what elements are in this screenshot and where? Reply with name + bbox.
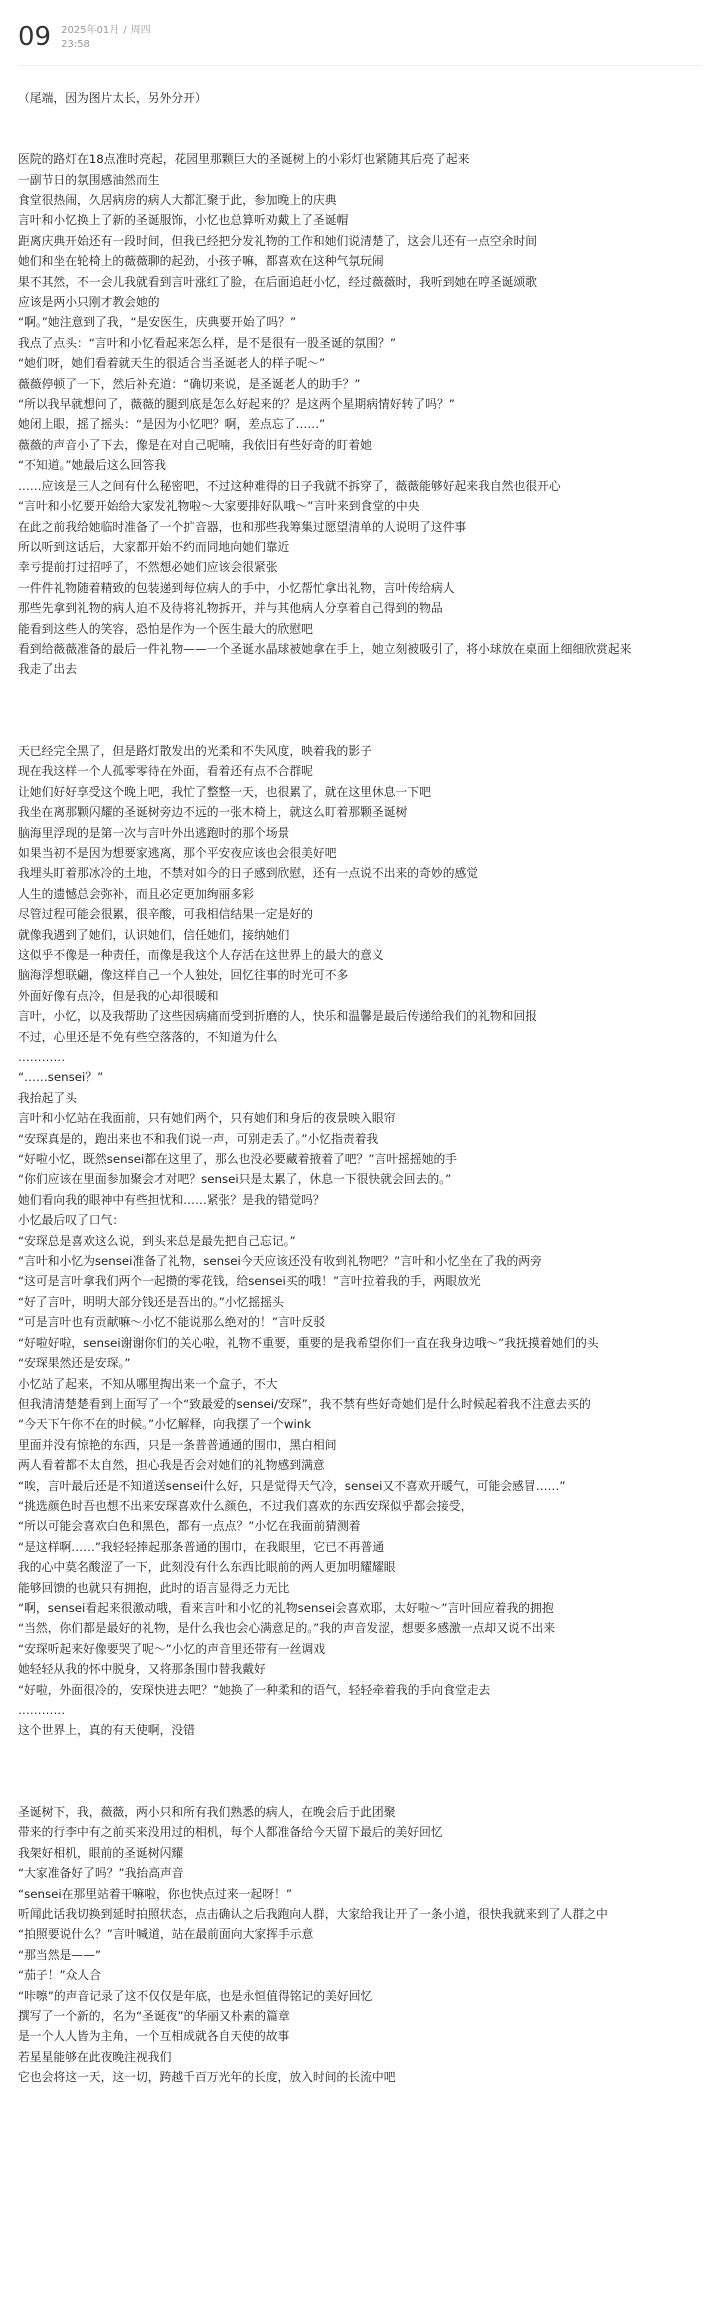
text-line: 她轻轻从我的怀中脱身，又将那条围巾替我戴好 [18,1662,266,1677]
entry-time: 23:58 [61,39,90,50]
text-line: 现在我这样一个人孤零零待在外面，看着还有点不合群呢 [18,764,313,779]
text-line: “啊，sensei看起来很激动哦，看来言叶和小忆的礼物sensei会喜欢耶，太好啦～”言叶回应着我的拥抱 [18,1600,554,1615]
text-line: 让她们好好享受这个晚上吧，我忙了整整一天，也很累了，就在这里休息一下吧 [18,784,431,799]
text-line: 撰写了一个新的，名为“圣诞夜”的华丽又朴素的篇章 [18,2009,290,2024]
text-line: ……应该是三人之间有什么秘密吧，不过这种难得的日子我就不拆穿了，薇薇能够好起来我自然也很开心 [18,478,561,493]
text-line: 两人看着都不太自然，担心我是否会对她们的礼物感到满意 [18,1458,325,1473]
text-line: “安琛听起来好像要哭了呢～”小忆的声音里还带有一丝调戏 [18,1641,326,1656]
text-line: 外面好像有点冷，但是我的心却很暖和 [18,988,219,1003]
text-line: “可是言叶也有贡献嘛～小忆不能说那么绝对的！”言叶反驳 [18,1315,326,1330]
entry-header [18,22,155,62]
text-line: “她们呀，她们看着就天生的很适合当圣诞老人的样子呢～” [18,356,326,371]
text-line: “今天下午你不在的时候。”小忆解释，向我摆了一个wink [18,1417,312,1432]
text-line: 那些先拿到礼物的病人迫不及待将礼物拆开，并与其他病人分享着自己得到的物品 [18,601,443,616]
text-line: 她们看向我的眼神中有些担忧和……紧张？是我的错觉吗？ [18,1192,325,1207]
text-line: 她闭上眼，摇了摇头：“是因为小忆吧？啊，差点忘了……” [18,417,326,432]
text-line: 能看到这些人的笑容，恐怕是作为一个医生最大的欣慰吧 [18,621,313,636]
text-line: “这可是言叶拿我们两个一起攒的零花钱，给sensei买的哦！”言叶拉着我的手，两眼放光 [18,1274,481,1289]
text-line: 如果当初不是因为想要家逃离，那个平安夜应该也会很美好吧 [18,845,337,860]
blank-line [18,1761,702,1781]
text-line: 我抬起了头 [18,1090,77,1105]
text-line: 应该是两小只刚才教会她的 [18,295,160,310]
text-line: “言叶和小忆要开始给大家发礼物啦～大家要排好队哦～”言叶来到食堂的中央 [18,499,420,514]
text-line: 就像我遇到了她们，认识她们，信任她们，接纳她们 [18,927,290,942]
text-line: 它也会将这一天，这一切，跨越千百万光年的长度，放入时间的长流中吧 [18,2070,396,2085]
text-line: “好啦，外面很冷的，安琛快进去吧？”她换了一种柔和的语气，轻轻牵着我的手向食堂走去 [18,1682,491,1697]
text-line: （尾端，因为图片太长，另外分开） [18,91,207,105]
text-line: “拍照要说什么？”言叶喊道，站在最前面向大家挥手示意 [18,1927,314,1942]
text-line: 我坐在离那颗闪耀的圣诞树旁边不远的一张木椅上，就这么盯着那颗圣诞树 [18,805,408,820]
text-line: 但我清清楚楚看到上面写了一个“致最爱的sensei/安琛”，我不禁有些好奇她们是什么时候起着我不注意去买的 [18,1396,591,1411]
text-line: 在此之前我给她临时准备了一个扩音器，也和那些我筹集过愿望清单的人说明了这件事 [18,519,467,534]
blank-line [18,721,702,741]
header-divider [18,65,702,66]
text-line: 果不其然，不一会儿我就看到言叶涨红了脸，在后面追赶小忆，经过薇薇时，我听到她在哼圣诞颂歌 [18,274,538,289]
text-line: 带来的行李中有之前买来没用过的相机，每个人都准备给今天留下最后的美好回忆 [18,1825,443,1840]
blank-line [18,108,702,128]
text-line: 我的心中莫名酸涩了一下，此刻没有什么东西比眼前的两人更加明耀耀眼 [18,1560,396,1575]
text-line: 医院的路灯在18点准时亮起，花园里那颗巨大的圣诞树上的小彩灯也紧随其后亮了起来 [18,152,470,167]
text-line: 脑海里浮现的是第一次与言叶外出逃跑时的那个场景 [18,825,290,840]
date-row [61,24,155,38]
text-line: ………… [18,1050,66,1065]
text-line: 这似乎不像是一种责任，而像是我这个人存活在这世界上的最大的意义 [18,947,384,962]
text-line: 人生的遗憾总会弥补，而且必定更加绚丽多彩 [18,886,254,901]
text-line: “言叶和小忆为sensei准备了礼物，sensei今天应该还没有收到礼物吧？”言叶和小忆坐在了我的两旁 [18,1254,542,1269]
text-line: 听闻此话我切换到延时拍照状态，点击确认之后我跑向人群，大家给我让开了一条小道，很快我就来到了人群之中 [18,1907,608,1922]
text-line: 我点了点头：“言叶和小忆看起来怎么样，是不是很有一股圣诞的氛围？” [18,335,396,350]
text-line: 是一个人人皆为主角，一个互相成就各自天使的故事 [18,2029,290,2044]
text-line: “好了言叶，明明大部分钱还是吾出的。”小忆摇摇头 [18,1294,284,1309]
text-line: 所以听到这话后，大家都开始不约而同地向她们靠近 [18,539,290,554]
text-line: 里面并没有惊艳的东西，只是一条普普通通的围巾，黑白相间 [18,1437,337,1452]
text-line: 一副节日的氛围感油然而生 [18,172,160,187]
text-line: 脑海浮想联翩，像这样自己一个人独处，回忆往事的时光可不多 [18,968,349,983]
text-line: 言叶，小忆，以及我帮助了这些因病痛而受到折磨的人，快乐和温馨是最后传递给我们的礼物和回报 [18,1009,538,1024]
text-line: “……sensei？” [18,1070,104,1085]
text-line: “茄子！”众人合 [18,1968,102,1983]
text-line: “所以我早就想问了，薇薇的腿到底是怎么好起来的？是这两个星期病情好转了吗？” [18,397,455,412]
text-line: ………… [18,1703,66,1718]
text-line: 她们和坐在轮椅上的薇薇聊的起劲，小孩子嘛，都喜欢在这种气氛玩闹 [18,254,384,269]
text-line: 尽管过程可能会很累，很辛酸，可我相信结果一定是好的 [18,907,313,922]
text-line: “好啦小忆，既然sensei都在这里了，那么也没必要藏着掖着了吧？”言叶摇摇她的手 [18,1152,458,1167]
text-line: 距离庆典开始还有一段时间，但我已经把分发礼物的工作和她们说清楚了，这会儿还有一点空余时间 [18,233,538,248]
text-line: 这个世界上，真的有天使啊，没错 [18,1723,195,1738]
text-line: “唉，言叶最后还是不知道送sensei什么好，只是觉得天气冷，sensei又不喜欢开暖气，可能会感冒……” [18,1478,566,1493]
text-line: “安琛总是喜欢这么说，到头来总是最先把自己忘记。” [18,1233,296,1248]
text-line: 小忆站了起来，不知从哪里掏出来一个盒子，不大 [18,1376,278,1391]
text-line: “是这样啊……”我轻轻捧起那条普通的围巾，在我眼里，它已不再普通 [18,1539,385,1554]
text-line: “大家准备好了吗？”我抬高声音 [18,1866,184,1881]
text-line: 一件件礼物随着精致的包装递到每位病人的手中，小忆帮忙拿出礼物，言叶传给病人 [18,580,455,595]
text-line: 言叶和小忆站在我面前，只有她们两个，只有她们和身后的夜景映入眼帘 [18,1111,396,1126]
blank-line [18,129,702,149]
date-separator: / [123,25,127,36]
blank-line [18,680,702,700]
text-line: 食堂很热闹，久居病房的病人大都汇聚于此，参加晚上的庆典 [18,193,337,207]
text-line: 幸亏提前打过招呼了，不然想必她们应该会很紧张 [18,560,278,575]
entry-weekday: 周四 [130,25,151,36]
text-line: 小忆最后叹了口气： [18,1213,125,1228]
text-line: “咔嚓”的声音记录了这不仅仅是年底，也是永恒值得铭记的美好回忆 [18,1988,373,2003]
blank-line [18,700,702,720]
day-number: 09 [18,22,52,52]
blank-line [18,1741,702,1761]
text-line: 天已经完全黑了，但是路灯散发出的光柔和不失风度，映着我的影子 [18,743,372,758]
entry-meta [61,22,155,52]
text-line: “啊。”她注意到了我，“是安医生，庆典要开始了吗？” [18,315,297,330]
text-line: 看到给薇薇准备的最后一件礼物——一个圣诞水晶球被她拿在手上，她立刻被吸引了，将小球放在桌面上细细欣赏起来 [18,641,632,656]
text-line: 不过，心里还是不免有些空落落的，不知道为什么 [18,1029,278,1044]
text-line: “不知道。”她最后这么回答我 [18,458,166,473]
text-line: 薇薇停顿了一下，然后补充道：“确切来说，是圣诞老人的助手？” [18,376,361,391]
text-line: “那当然是——” [18,1947,102,1962]
text-line: “你们应该在里面参加聚会才对吧？sensei只是太累了，休息一下很快就会回去的。” [18,1172,452,1187]
blank-line [18,1782,702,1802]
text-line: “sensei在那里站着干嘛啦，你也快点过来一起呀！” [18,1886,292,1901]
text-line: 能够回馈的也就只有拥抱，此时的语言显得乏力无比 [18,1580,290,1595]
text-line: 我埋头盯着那冰冷的土地，不禁对如今的日子感到欣慰，还有一点说不出来的奇妙的感觉 [18,866,479,881]
text-line: 薇薇的声音小了下去，像是在对自己呢喃，我依旧有些好奇的盯着她 [18,437,372,452]
text-line: “当然，你们都是最好的礼物，是什么我也会心满意足的。”我的声音发涩，想要多感激一点却又说不出来 [18,1621,556,1636]
text-line: 言叶和小忆换上了新的圣诞服饰，小忆也总算听劝戴上了圣诞帽 [18,213,349,228]
entry-body [18,88,702,2088]
text-line: 我架好相机，眼前的圣诞树闪耀 [18,1845,184,1860]
text-line: “安琛真是的，跑出来也不和我们说一声，可别走丢了。”小忆指责着我 [18,1131,379,1146]
text-line: “所以可能会喜欢白色和黑色，都有一点点？”小忆在我面前猜测着 [18,1519,361,1534]
text-line: “挑选颜色时吾也想不出来安琛喜欢什么颜色，不过我们喜欢的东西安琛似乎都会接受， [18,1498,473,1513]
text-line: 我走了出去 [18,662,77,677]
text-line: “安琛果然还是安琛。” [18,1356,131,1371]
text-line: “好啦好啦，sensei谢谢你们的关心啦，礼物不重要，重要的是我希望你们一直在我身边哦～”我抚摸着她们的头 [18,1335,599,1350]
text-line: 若星星能够在此夜晚注视我们 [18,2049,172,2064]
entry-date: 2025年01月 [61,25,120,36]
text-line: 圣诞树下，我，薇薇，两小只和所有我们熟悉的病人，在晚会后于此团聚 [18,1805,396,1819]
